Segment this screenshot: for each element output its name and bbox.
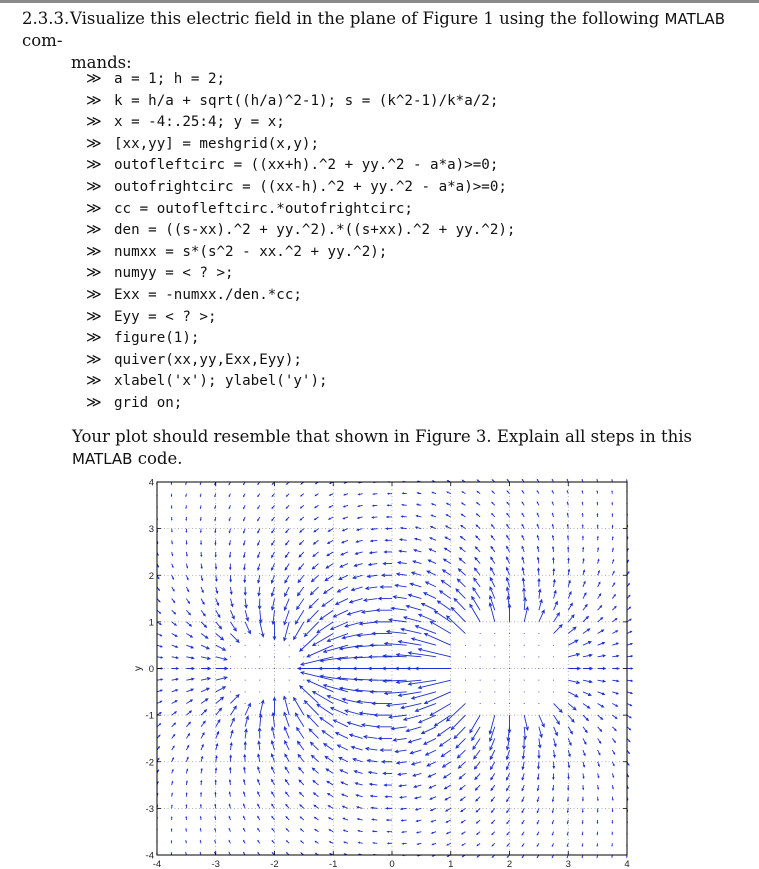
quiver-dot (524, 668, 525, 669)
quiver-dot (289, 633, 290, 634)
quiver-dot (245, 691, 246, 692)
quiver-dot (538, 656, 539, 657)
code-text: quiver(xx,yy,Exx,Eyy); (114, 351, 302, 368)
quiver-dot (259, 691, 260, 692)
code-text: Exx = -numxx./den.*cc; (114, 286, 302, 303)
quiver-arrow (171, 494, 172, 496)
quiver-dot (538, 691, 539, 692)
prompt-symbol: ≫ (86, 69, 102, 87)
prompt-symbol: ≫ (86, 220, 102, 239)
quiver-arrow (627, 655, 632, 657)
quiver-dot (494, 633, 495, 634)
quiver-dot (245, 680, 246, 681)
problem-statement (22, 8, 746, 74)
quiver-dot (480, 656, 481, 657)
problem-number: 2.3.3. (22, 9, 70, 28)
matlab-word: MATLAB (664, 10, 725, 28)
quiver-dot (274, 656, 275, 657)
quiver-arrow (186, 529, 187, 532)
quiver-dot (303, 656, 304, 657)
quiver-dot (245, 656, 246, 657)
quiver-arrow (171, 817, 172, 820)
code-text: outofrightcirc = ((xx-h).^2 + yy.^2 - a*a)>=0; (114, 178, 507, 195)
y-axis-label: y (133, 666, 144, 671)
x-tick-label: 0 (389, 859, 395, 869)
quiver-arrow (612, 832, 613, 835)
quiver-dot (553, 691, 554, 692)
quiver-dot (538, 668, 539, 669)
code-text: numxx = s*(s^2 - xx.^2 + yy.^2); (114, 243, 388, 260)
code-text: outofleftcirc = ((xx+h).^2 + yy.^2 - a*a)>=0; (114, 157, 499, 174)
x-tick-label: -4 (152, 859, 162, 869)
quiver-dot (289, 656, 290, 657)
code-line (86, 241, 746, 263)
code-line (86, 111, 746, 133)
quiver-dot (465, 645, 466, 646)
quiver-dot (259, 656, 260, 657)
quiver-dot (509, 691, 510, 692)
quiver-dot (289, 703, 290, 704)
quiver-dot (538, 633, 539, 634)
quiver-dot (289, 680, 290, 681)
quiver-dot (553, 680, 554, 681)
prompt-symbol: ≫ (86, 328, 102, 347)
quiver-dot (318, 680, 319, 681)
top-rule (0, 0, 759, 3)
y-tick-label: -2 (145, 757, 154, 769)
y-tick-label: 1 (148, 617, 154, 629)
problem-intro-text: Visualize this electric field in the plane of Figure 1 using the following (70, 9, 665, 28)
quiver-arrow (582, 797, 583, 801)
quiver-dot (494, 691, 495, 692)
problem-intro-hyphen: com- (22, 31, 63, 50)
y-tick-label: 0 (148, 664, 154, 675)
quiver-arrow (627, 680, 632, 682)
quiver-dot (524, 703, 525, 704)
quiver-dot (480, 703, 481, 704)
code-text: xlabel('x'); ylabel('y'); (114, 373, 328, 390)
quiver-arrow (186, 517, 187, 520)
code-text: grid on; (114, 394, 183, 411)
quiver-dot (230, 656, 231, 657)
quiver-dot (303, 703, 304, 704)
prompt-symbol: ≫ (86, 90, 102, 109)
quiver-dot (274, 703, 275, 704)
quiver-dot (509, 668, 510, 669)
quiver-dot (480, 633, 481, 634)
quiver-dot (494, 703, 495, 704)
quiver-arrow (597, 808, 598, 811)
quiver-dot (318, 691, 319, 692)
x-tick-label: -3 (211, 859, 220, 869)
code-line (86, 219, 746, 241)
code-line (86, 176, 746, 198)
quiver-dot (289, 691, 290, 692)
quiver-dot (538, 680, 539, 681)
quiver-arrow (388, 843, 392, 844)
quiver-arrow (612, 820, 613, 823)
code-line (86, 90, 746, 112)
quiver-arrow (627, 631, 632, 633)
prompt-symbol: ≫ (86, 263, 102, 282)
quiver-dot (303, 645, 304, 646)
quiver-dot (494, 680, 495, 681)
quiver-dot (509, 656, 510, 657)
quiver-arrow (200, 540, 201, 544)
quiver-dot (524, 656, 525, 657)
x-tick-label: -2 (270, 859, 279, 869)
quiver-arrow (388, 493, 392, 494)
quiver-arrow (171, 505, 172, 508)
quiver-arrow (200, 793, 201, 797)
prompt-symbol: ≫ (86, 112, 102, 131)
prompt-symbol: ≫ (86, 349, 102, 368)
quiver-arrow (612, 843, 613, 845)
quiver-arrow (627, 727, 630, 730)
quiver-dot (465, 680, 466, 681)
code-text: cc = outofleftcirc.*outofrightcirc; (114, 200, 413, 217)
quiver-dot (494, 668, 495, 669)
matlab-word-2: MATLAB (72, 450, 133, 468)
code-text: den = ((s-xx).^2 + yy.^2).*((s+xx).^2 + yy.^2); (114, 222, 516, 239)
quiver-dot (524, 680, 525, 681)
prompt-symbol: ≫ (86, 371, 102, 390)
quiver-dot (494, 656, 495, 657)
quiver-dot (524, 645, 525, 646)
quiver-dot (465, 656, 466, 657)
y-tick-label: -4 (145, 850, 154, 862)
quiver-dot (509, 703, 510, 704)
quiver-dot (230, 668, 231, 669)
x-tick-label: 4 (624, 859, 630, 869)
instruction-text: Your plot should resemble that shown in Figure 3. Explain all steps in this (72, 427, 692, 446)
quiver-dot (538, 645, 539, 646)
code-text: Eyy = < ? >; (114, 308, 217, 325)
code-line (86, 198, 746, 220)
quiver-dot (465, 691, 466, 692)
problem-intro-line2: mands: (71, 53, 132, 72)
code-text: [xx,yy] = meshgrid(x,y); (114, 135, 319, 152)
quiver-arrow (627, 715, 631, 718)
quiver-dot (480, 680, 481, 681)
quiver-dot (303, 680, 304, 681)
quiver-arrow (627, 607, 630, 610)
y-tick-label: 3 (148, 524, 154, 536)
quiver-dot (509, 633, 510, 634)
code-line (86, 327, 746, 349)
quiver-dot (230, 691, 231, 692)
x-tick-label: 3 (565, 859, 571, 869)
code-line (86, 392, 746, 414)
quiver-arrow (186, 817, 187, 820)
quiver-dot (509, 680, 510, 681)
prompt-symbol: ≫ (86, 284, 102, 303)
prompt-symbol: ≫ (86, 306, 102, 325)
prompt-symbol: ≫ (86, 241, 102, 260)
quiver-arrow (627, 692, 632, 694)
instruction-paragraph (72, 426, 748, 470)
code-text: numyy = < ? >; (114, 265, 234, 282)
code-line (86, 349, 746, 371)
quiver-dot (303, 691, 304, 692)
y-tick-label: -3 (145, 803, 154, 815)
quiver-arrow (597, 514, 598, 517)
quiver-dot (289, 645, 290, 646)
quiver-plot (130, 474, 640, 869)
quiver-dot (274, 680, 275, 681)
quiver-dot (494, 645, 495, 646)
quiver-arrow (171, 829, 172, 832)
code-line (86, 154, 746, 176)
quiver-arrow (627, 643, 632, 645)
code-line (86, 284, 746, 306)
code-line (86, 370, 746, 392)
x-tick-label: -1 (329, 859, 338, 869)
quiver-dot (274, 668, 275, 669)
quiver-arrow (612, 503, 613, 506)
quiver-arrow (171, 517, 172, 520)
x-tick-label: 1 (448, 859, 454, 869)
quiver-dot (480, 645, 481, 646)
prompt-symbol: ≫ (86, 133, 102, 152)
quiver-dot (553, 656, 554, 657)
prompt-symbol: ≫ (86, 176, 102, 195)
instruction-text-end: code. (132, 449, 183, 468)
quiver-dot (480, 668, 481, 669)
quiver-arrow (186, 805, 187, 808)
quiver-dot (318, 656, 319, 657)
prompt-symbol: ≫ (86, 155, 102, 174)
quiver-dot (553, 645, 554, 646)
y-tick-label: -1 (145, 710, 154, 722)
quiver-dot (245, 703, 246, 704)
quiver-dot (524, 633, 525, 634)
quiver-dot (480, 691, 481, 692)
quiver-dot (230, 680, 231, 681)
y-tick-label: 4 (148, 477, 154, 489)
quiver-arrow (627, 668, 632, 670)
quiver-dot (245, 633, 246, 634)
quiver-dot (318, 645, 319, 646)
code-text: x = -4:.25:4; y = x; (114, 114, 285, 131)
quiver-dot (259, 668, 260, 669)
quiver-dot (274, 691, 275, 692)
quiver-arrow (627, 619, 631, 622)
quiver-dot (259, 645, 260, 646)
quiver-dot (553, 668, 554, 669)
quiver-dot (259, 703, 260, 704)
quiver-dot (245, 668, 246, 669)
y-tick-label: 2 (148, 570, 154, 582)
quiver-dot (538, 703, 539, 704)
code-line (86, 68, 746, 90)
quiver-arrow (171, 841, 172, 843)
quiver-arrow (612, 514, 613, 517)
quiver-arrow (597, 525, 598, 528)
code-line (86, 262, 746, 284)
prompt-symbol: ≫ (86, 198, 102, 217)
quiver-dot (274, 645, 275, 646)
quiver-dot (259, 680, 260, 681)
quiver-dot (289, 668, 290, 669)
quiver-dot (259, 633, 260, 634)
code-text: a = 1; h = 2; (114, 71, 226, 87)
quiver-arrow (582, 536, 583, 540)
prompt-symbol: ≫ (86, 392, 102, 411)
quiver-dot (524, 691, 525, 692)
code-line (86, 133, 746, 155)
quiver-dot (230, 645, 231, 646)
quiver-arrow (627, 703, 632, 705)
code-text: figure(1); (114, 330, 200, 347)
quiver-dot (509, 645, 510, 646)
quiver-dot (465, 668, 466, 669)
code-text: k = h/a + sqrt((h/a)^2-1); s = (k^2-1)/k*a/2; (114, 92, 499, 109)
x-tick-label: 2 (506, 859, 513, 869)
quiver-arrow (612, 491, 613, 493)
quiver-dot (303, 633, 304, 634)
quiver-dot (245, 645, 246, 646)
code-line (86, 306, 746, 328)
quiver-arrow (597, 820, 598, 823)
code-listing (86, 68, 746, 414)
